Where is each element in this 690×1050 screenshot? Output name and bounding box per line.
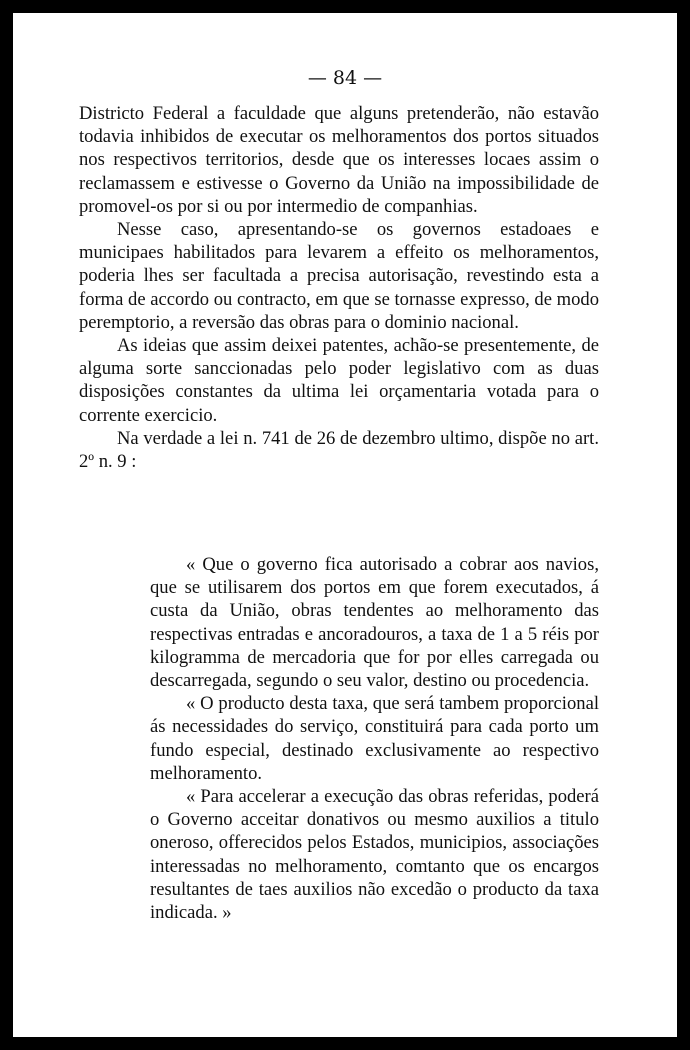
book-page	[13, 13, 677, 1037]
paragraph: Districto Federal a faculdade que alguns pretenderão, não estavão todavia inhibidos de executar os melhoramentos dos portos situados nos respectivos territorios, desde que os interesses locaes assim o reclamassem e estivesse o Governo da União na impossibilidade de promovel-os por si ou por intermedio de companhias.	[79, 103, 599, 217]
quote-paragraph: « O producto desta taxa, que será tambem proporcional ás necessidades do serviço, constituirá para cada porto um fundo especial, destinado exclusivamente ao respectivo melhoramento.	[150, 693, 599, 784]
law-quotation	[150, 553, 599, 924]
paragraph: Na verdade a lei n. 741 de 26 de dezembro ultimo, dispõe no art. 2º n. 9 :	[79, 427, 599, 473]
paragraph: As ideias que assim deixei patentes, achão-se presentemente, de alguma sorte sanccionadas pelo poder legislativo com as duas disposições constantes da ultima lei orçamentaria votada para o corrente exercicio.	[79, 335, 599, 426]
quote-paragraph: « Para accelerar a execução das obras referidas, poderá o Governo acceitar donativos ou mesmo auxilios a titulo oneroso, offerecidos pelos Estados, municipios, associações interessadas no melhoramento, comtanto que os encargos resultantes de taes auxilios não excedão o producto da taxa indicada. »	[150, 786, 599, 924]
page-number: — 84 —	[307, 67, 383, 89]
paragraph: Nesse caso, apresentando-se os governos estadoaes e municipaes habilitados para levarem a effeito os melhoramentos, poderia lhes ser facultada a precisa autorisação, revestindo esta a forma de accordo ou contracto, em que se tornasse expresso, de modo peremptorio, a reversão das obras para o dominio nacional.	[79, 219, 599, 333]
quote-paragraph: « Que o governo fica autorisado a cobrar aos navios, que se utilisarem dos portos em que forem executados, á custa da União, obras tendentes ao melhoramento das respectivas entradas e ancoradouros, a taxa de 1 a 5 réis por kilogramma de mercadoria que for por elles carregada ou descarregada, segundo o seu valor, destino ou procedencia.	[150, 554, 599, 692]
body-text	[79, 102, 599, 473]
